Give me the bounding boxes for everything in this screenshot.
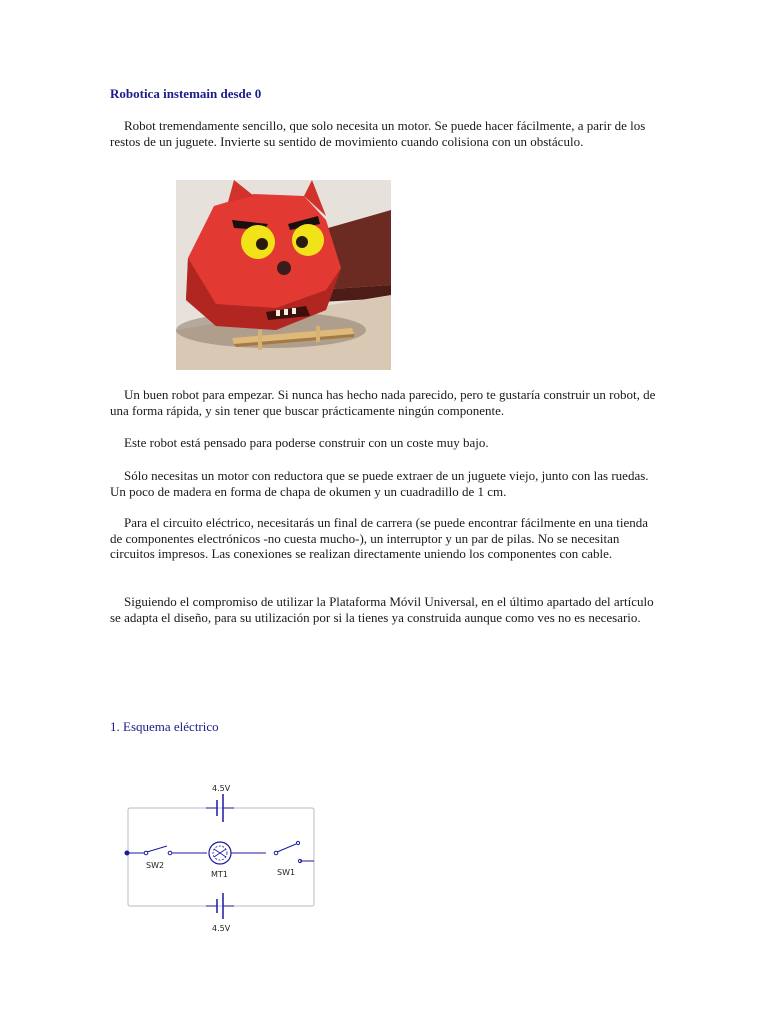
paragraph-2 [110,387,660,418]
robot-photo [176,180,391,370]
document-title: Robotica instemain desde 0 [110,86,262,101]
paragraph-text: Siguiendo el compromiso de utilizar la Plataforma Móvil Universal, en el último apartado del artículo se adapta el diseño, para su utilización por si la tienes ya construida aunque como ves no es necesario. [110,594,654,625]
paragraph-text: Robot tremendamente sencillo, que solo necesita un motor. Se puede hacer fácilmente, a parir de los restos de un juguete. Invierte su sentido de movimiento cuando colisiona con un obstáculo. [110,118,646,149]
switch-right-label: SW1 [277,868,296,877]
paragraph-text: Un buen robot para empezar. Si nunca has hecho nada parecido, pero te gustaría construir un robot, de una forma rápida, y sin tener que buscar prácticamente ningún componente. [110,387,656,418]
battery-top-label: 4.5V [212,784,231,793]
battery-bottom-label: 4.5V [212,924,231,933]
intro-paragraph [110,118,660,149]
paragraph-text: Este robot está pensado para poderse construir con un coste muy bajo. [124,435,489,450]
paragraph-text: Sólo necesitas un motor con reductora que se puede extraer de un juguete viejo, junto con las ruedas. Un poco de madera en forma de chapa de okumen y un cuadradillo de 1 cm. [110,468,649,499]
switch-sw2 [144,846,172,855]
paragraph-6 [110,594,660,625]
switch-left-label: SW2 [146,861,165,870]
section-heading: 1. Esquema eléctrico [110,719,219,734]
motor-label: MT1 [211,870,228,879]
paragraph-3 [110,435,660,451]
paragraph-4 [110,468,660,499]
switch-sw1 [274,841,314,862]
paragraph-text: Para el circuito eléctrico, necesitarás un final de carrera (se puede encontrar fácilmente en una tienda de componentes electrónicos -no cuesta mucho-), un interruptor y un par de pilas. No se necesitan circuitos impresos. Las conexiones se realizan directamente uniendo los componentes con cable. [110,515,649,561]
circuit-schematic [120,780,330,945]
motor-mt1 [209,842,231,864]
paragraph-5 [110,515,660,562]
